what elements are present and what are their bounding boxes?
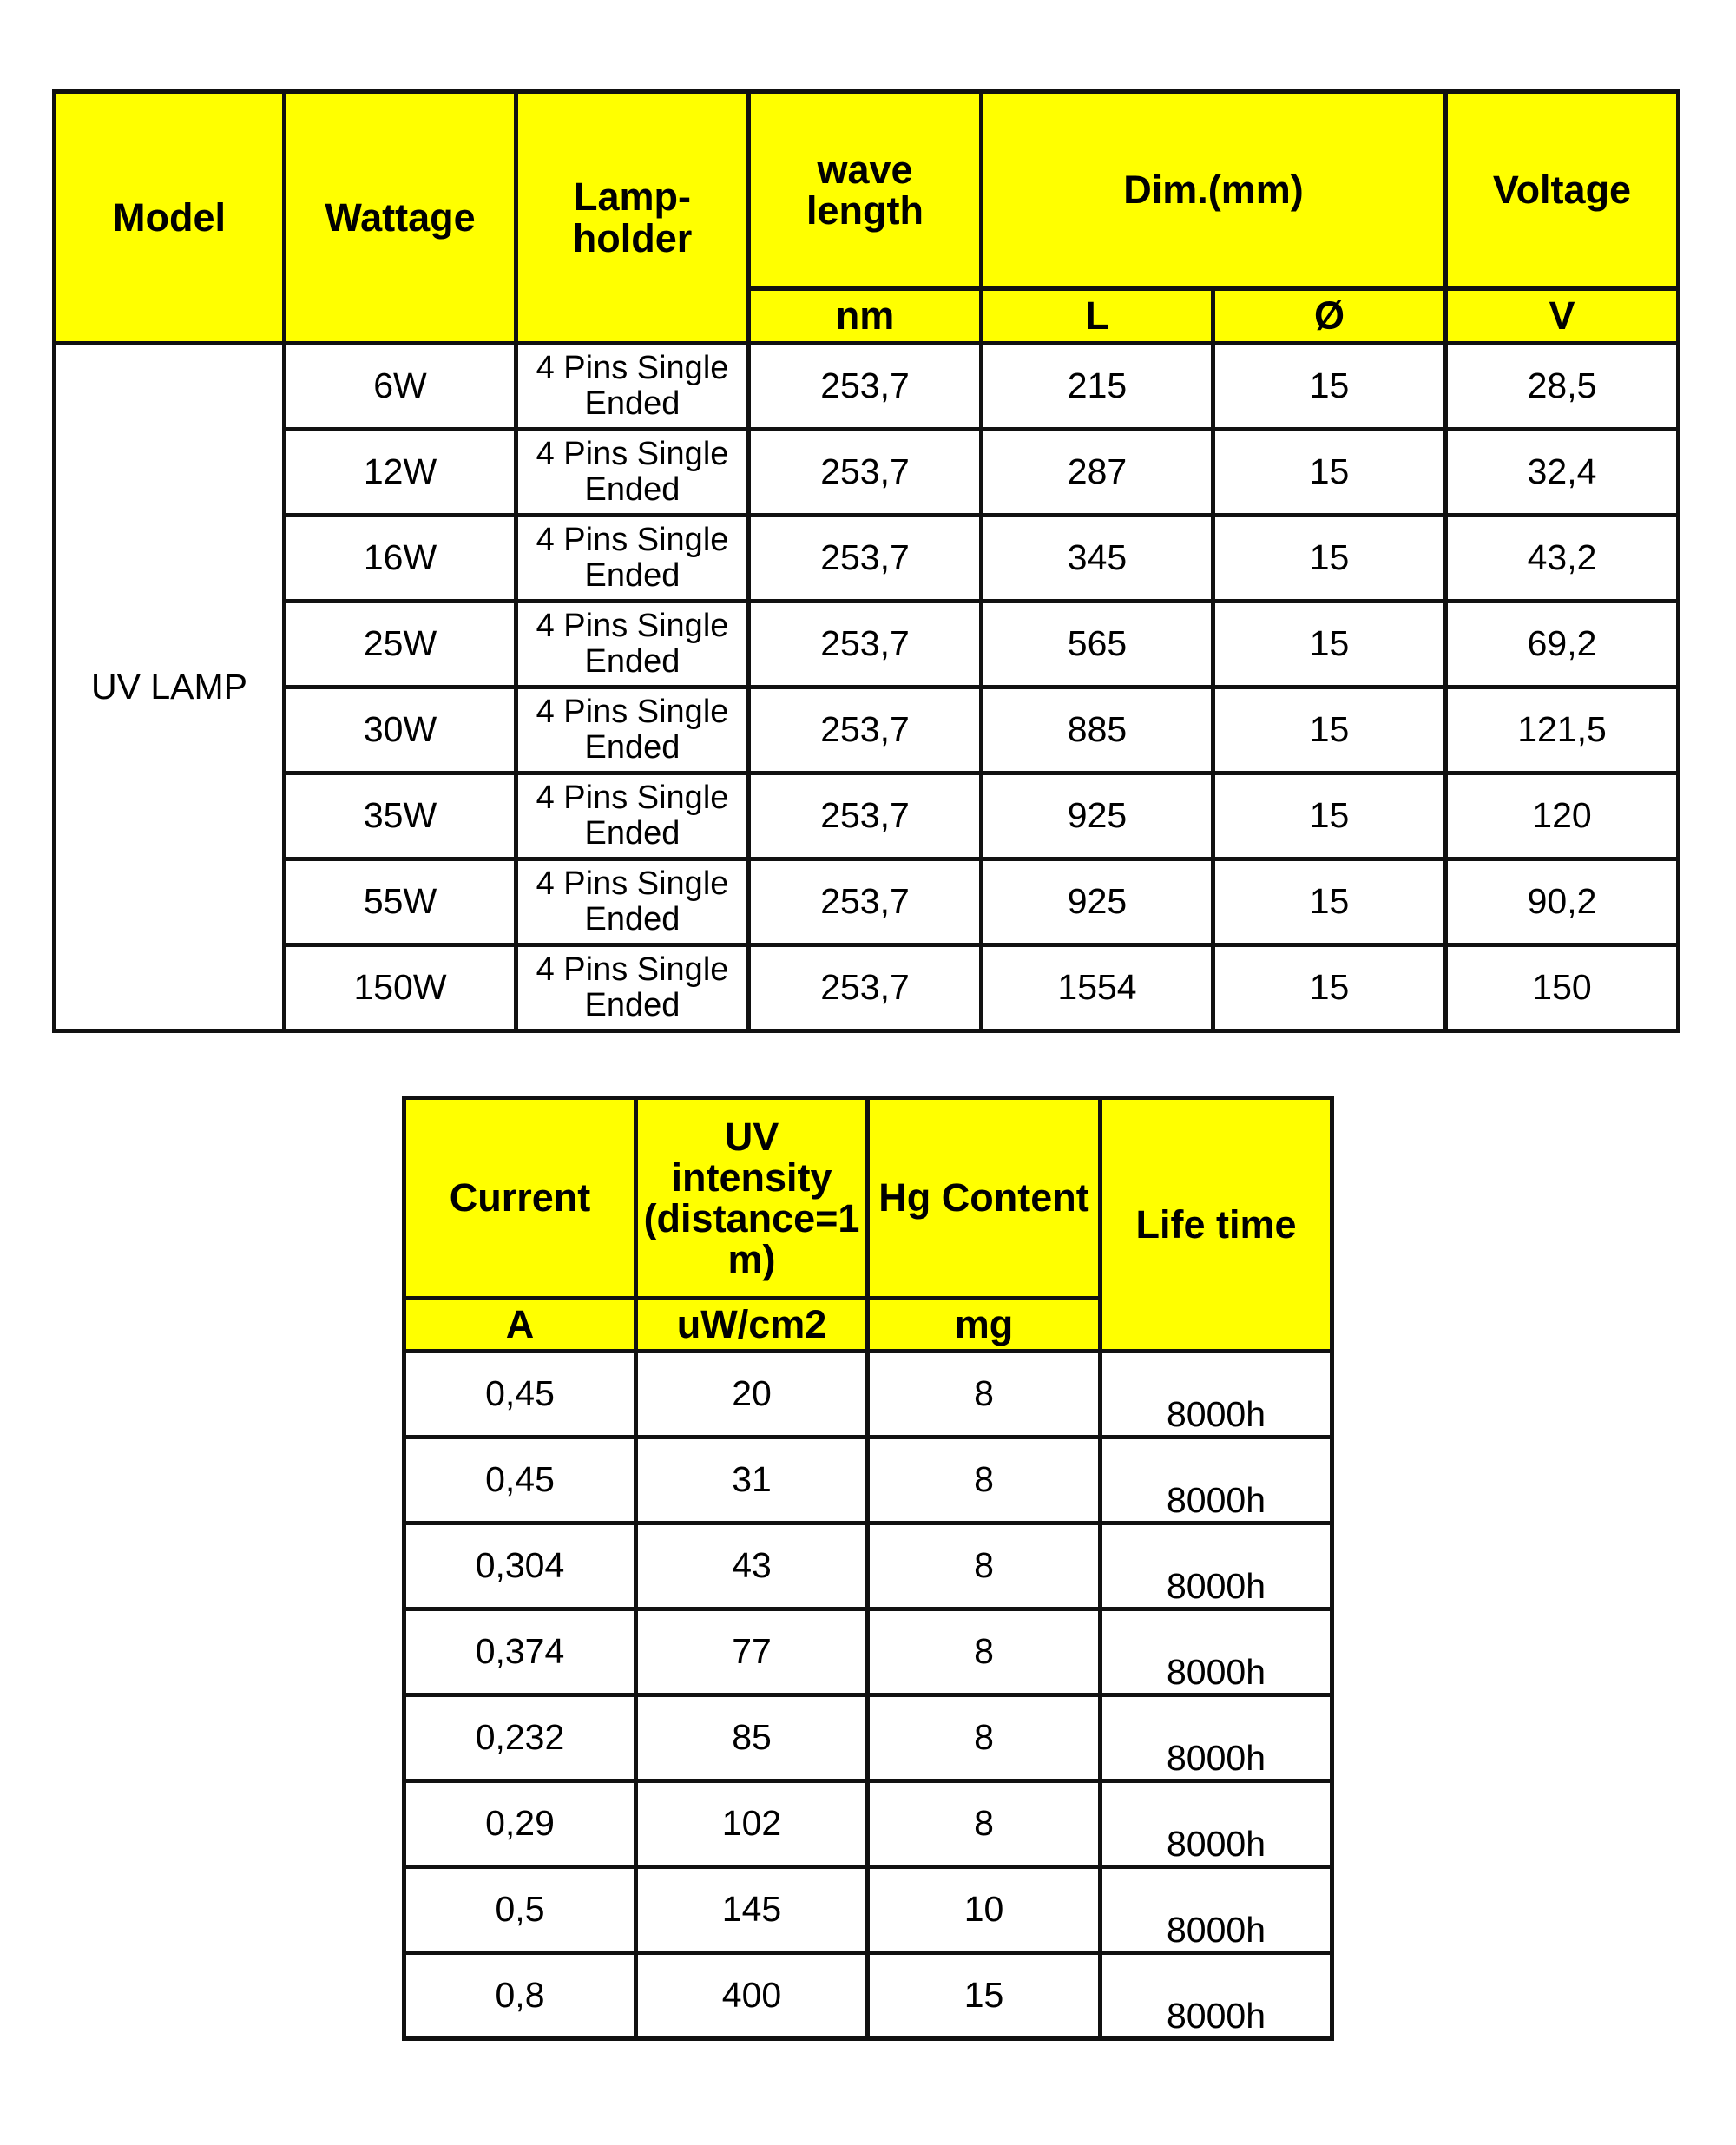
hg-content-cell <box>865 1521 1102 1611</box>
hg-content-cell <box>865 1865 1102 1955</box>
header-current-text: Current <box>449 1175 591 1221</box>
unit-current <box>402 1296 638 1353</box>
header-lampholder <box>514 89 751 345</box>
model-name-cell-text: UV LAMP <box>91 666 247 707</box>
wavelength-cell-text: 253,7 <box>820 365 910 406</box>
hg-content-cell <box>865 1779 1102 1869</box>
uv-intensity-cell-text: 77 <box>732 1631 772 1672</box>
diameter-cell <box>1211 427 1448 517</box>
header-current <box>402 1096 638 1300</box>
wattage-cell-text: 25W <box>363 623 437 664</box>
hg-content-cell <box>865 1349 1102 1439</box>
header-wavelength-text: wave length <box>806 147 924 233</box>
lampholder-cell-text: 4 Pins Single Ended <box>536 607 729 680</box>
wavelength-cell <box>746 943 983 1033</box>
wattage-cell-text: 12W <box>363 451 437 492</box>
life-time-cell <box>1098 1865 1334 1955</box>
header-dimensions-text: Dim.(mm) <box>1123 168 1304 213</box>
lampholder-cell-text: 4 Pins Single Ended <box>536 521 729 594</box>
diameter-cell-text: 15 <box>1309 537 1350 578</box>
uv-intensity-cell-text: 43 <box>732 1545 772 1586</box>
header-lampholder-text: Lamp- holder <box>572 174 693 260</box>
hg-content-cell-text: 8 <box>974 1803 994 1844</box>
wavelength-cell-text: 253,7 <box>820 881 910 922</box>
uv-intensity-cell-text: 20 <box>732 1373 772 1414</box>
uv-intensity-cell <box>634 1349 870 1439</box>
header-model <box>52 89 286 345</box>
current-cell <box>402 1607 638 1697</box>
current-cell-text: 0,232 <box>475 1717 565 1758</box>
length-cell-text: 565 <box>1067 623 1128 664</box>
diameter-cell-text: 15 <box>1309 709 1350 750</box>
current-cell-text: 0,304 <box>475 1545 565 1586</box>
header-life-time <box>1098 1096 1334 1353</box>
hg-content-cell <box>865 1951 1102 2041</box>
diameter-cell <box>1211 599 1448 689</box>
wattage-cell-text: 16W <box>363 537 437 578</box>
current-cell-text: 0,29 <box>485 1803 555 1844</box>
life-time-cell <box>1098 1521 1334 1611</box>
hg-content-cell <box>865 1693 1102 1783</box>
voltage-cell <box>1443 341 1680 431</box>
uv-intensity-cell <box>634 1521 870 1611</box>
uv-intensity-cell-text: 400 <box>721 1975 782 2016</box>
voltage-cell-text: 90,2 <box>1527 881 1597 922</box>
wavelength-cell-text: 253,7 <box>820 967 910 1008</box>
wattage-cell-text: 55W <box>363 881 437 922</box>
diameter-cell-text: 15 <box>1309 967 1350 1008</box>
lampholder-cell-text: 4 Pins Single Ended <box>536 951 729 1023</box>
diameter-cell <box>1211 513 1448 603</box>
unit-uv-intensity-text: uW/cm2 <box>676 1302 827 1347</box>
lampholder-cell-text: 4 Pins Single Ended <box>536 779 729 852</box>
header-voltage-text: Voltage <box>1492 168 1632 213</box>
unit-diameter-text: Ø <box>1313 293 1345 339</box>
unit-wavelength <box>746 286 983 345</box>
current-cell <box>402 1349 638 1439</box>
wavelength-cell-text: 253,7 <box>820 537 910 578</box>
voltage-cell <box>1443 943 1680 1033</box>
unit-hg-content-text: mg <box>954 1302 1014 1347</box>
hg-content-cell-text: 8 <box>974 1459 994 1500</box>
current-cell-text: 0,45 <box>485 1459 555 1500</box>
unit-voltage-text: V <box>1549 293 1575 339</box>
length-cell <box>979 685 1215 775</box>
hg-content-cell-text: 8 <box>974 1631 994 1672</box>
hg-content-cell-text: 10 <box>963 1889 1004 1930</box>
hg-content-cell-text: 15 <box>963 1975 1004 2016</box>
voltage-cell-text: 43,2 <box>1527 537 1597 578</box>
voltage-cell <box>1443 857 1680 947</box>
wavelength-cell <box>746 341 983 431</box>
lampholder-cell <box>514 427 751 517</box>
diameter-cell <box>1211 771 1448 861</box>
header-voltage <box>1443 89 1680 291</box>
current-cell-text: 0,8 <box>495 1975 545 2016</box>
length-cell <box>979 943 1215 1033</box>
unit-hg-content <box>865 1296 1102 1353</box>
uv-intensity-cell <box>634 1607 870 1697</box>
header-wattage-text: Wattage <box>325 194 476 240</box>
life-time-cell-text: 8000h <box>1166 1737 1266 1778</box>
wattage-cell-text: 6W <box>373 365 427 406</box>
model-name-cell <box>52 341 286 1033</box>
voltage-cell-text: 120 <box>1532 795 1592 836</box>
unit-diameter <box>1211 286 1448 345</box>
length-cell-text: 215 <box>1067 365 1128 406</box>
current-cell <box>402 1865 638 1955</box>
lampholder-cell <box>514 943 751 1033</box>
voltage-cell <box>1443 513 1680 603</box>
life-time-cell-text: 8000h <box>1166 1393 1266 1434</box>
unit-length <box>979 286 1215 345</box>
current-cell <box>402 1779 638 1869</box>
life-time-cell-text: 8000h <box>1166 1909 1266 1950</box>
wavelength-cell-text: 253,7 <box>820 623 910 664</box>
diameter-cell <box>1211 341 1448 431</box>
current-cell <box>402 1435 638 1525</box>
hg-content-cell-text: 8 <box>974 1545 994 1586</box>
voltage-cell-text: 28,5 <box>1527 365 1597 406</box>
length-cell <box>979 857 1215 947</box>
header-wattage <box>282 89 518 345</box>
wattage-cell <box>282 685 518 775</box>
diameter-cell <box>1211 857 1448 947</box>
lampholder-cell <box>514 599 751 689</box>
length-cell-text: 287 <box>1067 451 1128 492</box>
lampholder-cell <box>514 771 751 861</box>
lampholder-cell-text: 4 Pins Single Ended <box>536 693 729 766</box>
unit-voltage <box>1443 286 1680 345</box>
header-dimensions <box>979 89 1448 291</box>
current-cell <box>402 1693 638 1783</box>
current-cell-text: 0,374 <box>475 1631 565 1672</box>
voltage-cell-text: 69,2 <box>1527 623 1597 664</box>
header-wavelength <box>746 89 983 291</box>
wavelength-cell <box>746 427 983 517</box>
life-time-cell-text: 8000h <box>1166 1565 1266 1606</box>
length-cell-text: 1554 <box>1057 967 1137 1008</box>
diameter-cell-text: 15 <box>1309 365 1350 406</box>
voltage-cell <box>1443 771 1680 861</box>
length-cell <box>979 513 1215 603</box>
life-time-cell <box>1098 1435 1334 1525</box>
wattage-cell <box>282 341 518 431</box>
diameter-cell-text: 15 <box>1309 451 1350 492</box>
life-time-cell-text: 8000h <box>1166 1651 1266 1692</box>
diameter-cell-text: 15 <box>1309 795 1350 836</box>
uv-intensity-cell-text: 145 <box>721 1889 782 1930</box>
length-cell <box>979 427 1215 517</box>
life-time-cell-text: 8000h <box>1166 1823 1266 1864</box>
uv-intensity-cell <box>634 1693 870 1783</box>
wattage-cell <box>282 771 518 861</box>
wattage-cell <box>282 427 518 517</box>
hg-content-cell <box>865 1435 1102 1525</box>
uv-intensity-cell <box>634 1865 870 1955</box>
length-cell-text: 925 <box>1067 795 1128 836</box>
hg-content-cell-text: 8 <box>974 1717 994 1758</box>
header-hg-content <box>865 1096 1102 1300</box>
uv-intensity-cell-text: 85 <box>732 1717 772 1758</box>
wattage-cell <box>282 599 518 689</box>
life-time-cell <box>1098 1693 1334 1783</box>
length-cell <box>979 771 1215 861</box>
wavelength-cell-text: 253,7 <box>820 795 910 836</box>
wattage-cell-text: 30W <box>363 709 437 750</box>
uv-intensity-cell <box>634 1951 870 2041</box>
header-life-time-text: Life time <box>1135 1201 1297 1247</box>
diameter-cell-text: 15 <box>1309 881 1350 922</box>
wattage-cell-text: 150W <box>353 967 447 1008</box>
voltage-cell-text: 32,4 <box>1527 451 1597 492</box>
wattage-cell <box>282 513 518 603</box>
lampholder-cell <box>514 513 751 603</box>
header-hg-content-text: Hg Content <box>878 1175 1089 1221</box>
voltage-cell-text: 150 <box>1532 967 1592 1008</box>
wavelength-cell-text: 253,7 <box>820 451 910 492</box>
diameter-cell <box>1211 943 1448 1033</box>
lampholder-cell <box>514 685 751 775</box>
lampholder-cell <box>514 857 751 947</box>
lampholder-cell <box>514 341 751 431</box>
voltage-cell-text: 121,5 <box>1517 709 1607 750</box>
header-model-text: Model <box>113 194 226 240</box>
life-time-cell <box>1098 1349 1334 1439</box>
current-cell <box>402 1521 638 1611</box>
voltage-cell <box>1443 427 1680 517</box>
current-cell <box>402 1951 638 2041</box>
hg-content-cell-text: 8 <box>974 1373 994 1414</box>
wavelength-cell <box>746 599 983 689</box>
wavelength-cell-text: 253,7 <box>820 709 910 750</box>
length-cell-text: 345 <box>1067 537 1128 578</box>
lampholder-cell-text: 4 Pins Single Ended <box>536 349 729 422</box>
current-cell-text: 0,5 <box>495 1889 545 1930</box>
life-time-cell-text: 8000h <box>1166 1479 1266 1520</box>
life-time-cell-text: 8000h <box>1166 1995 1266 2036</box>
wattage-cell <box>282 943 518 1033</box>
unit-length-text: L <box>1085 293 1109 339</box>
lampholder-cell-text: 4 Pins Single Ended <box>536 865 729 938</box>
uv-intensity-cell-text: 31 <box>732 1459 772 1500</box>
diameter-cell-text: 15 <box>1309 623 1350 664</box>
uv-intensity-cell-text: 102 <box>721 1803 782 1844</box>
wavelength-cell <box>746 685 983 775</box>
wattage-cell-text: 35W <box>363 795 437 836</box>
uv-intensity-cell <box>634 1779 870 1869</box>
unit-wavelength-text: nm <box>835 293 895 339</box>
wattage-cell <box>282 857 518 947</box>
uv-intensity-cell <box>634 1435 870 1525</box>
voltage-cell <box>1443 599 1680 689</box>
life-time-cell <box>1098 1607 1334 1697</box>
wavelength-cell <box>746 513 983 603</box>
current-cell-text: 0,45 <box>485 1373 555 1414</box>
wavelength-cell <box>746 771 983 861</box>
unit-uv-intensity <box>634 1296 870 1353</box>
unit-current-text: A <box>505 1302 535 1347</box>
length-cell <box>979 599 1215 689</box>
life-time-cell <box>1098 1779 1334 1869</box>
voltage-cell <box>1443 685 1680 775</box>
wavelength-cell <box>746 857 983 947</box>
length-cell <box>979 341 1215 431</box>
header-uv-intensity-text: UV intensity (distance=1 m) <box>643 1114 860 1282</box>
diameter-cell <box>1211 685 1448 775</box>
lampholder-cell-text: 4 Pins Single Ended <box>536 435 729 508</box>
length-cell-text: 925 <box>1067 881 1128 922</box>
header-uv-intensity <box>634 1096 870 1300</box>
length-cell-text: 885 <box>1067 709 1128 750</box>
hg-content-cell <box>865 1607 1102 1697</box>
life-time-cell <box>1098 1951 1334 2041</box>
